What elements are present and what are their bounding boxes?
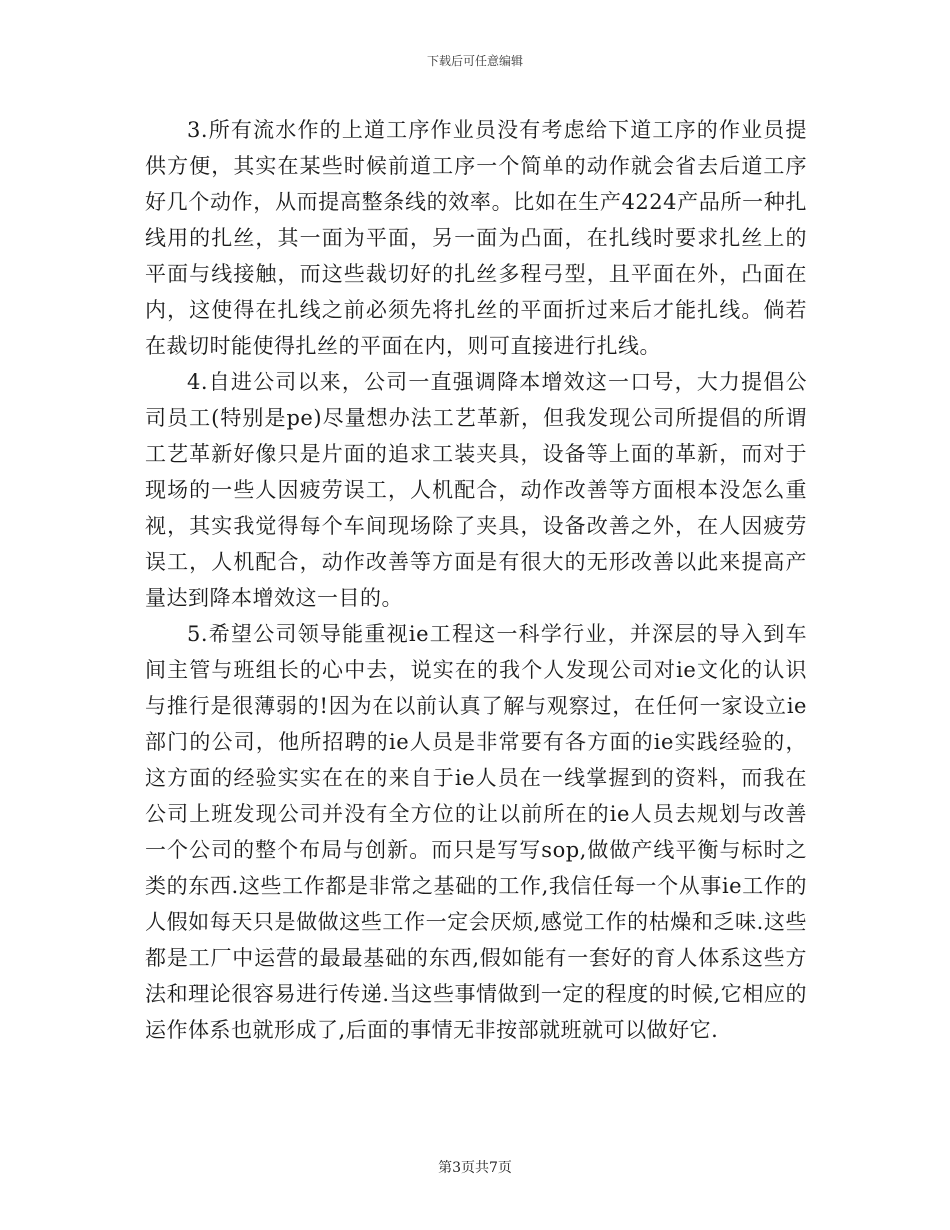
paragraph-4: 4.自进公司以来，公司一直强调降本增效这一口号，大力提倡公司员工(特别是pe)尽量想办法工艺革新，但我发现公司所提倡的所谓工艺革新好像只是片面的追求工装夹具，设备等上面的革新，而对于现场的一些人因疲劳误工，人机配合，动作改善等方面根本没怎么重视，其实我觉得每个车间现场除了夹具，设备改善之外，在人因疲劳误工，人机配合，动作改善等方面是有很大的无形改善以此来提高产量达到降本增效这一目的。	[145, 370, 807, 610]
page-header: 下载后可任意编辑	[426, 54, 523, 68]
document-body	[145, 112, 807, 1048]
page-number-footer: 第3页共7页	[438, 1160, 512, 1176]
paragraph-3: 3.所有流水作的上道工序作业员没有考虑给下道工序的作业员提供方便，其实在某些时候前道工序一个简单的动作就会省去后道工序好几个动作，从而提高整条线的效率。比如在生产4224产品所一种扎线用的扎丝，其一面为平面，另一面为凸面，在扎线时要求扎丝上的平面与线接触，而这些裁切好的扎丝多程弓型，且平面在外，凸面在内，这使得在扎线之前必须先将扎丝的平面折过来后才能扎线。倘若在裁切时能使得扎丝的平面在内，则可直接进行扎线。	[145, 118, 807, 358]
paragraph-5: 5.希望公司领导能重视ie工程这一科学行业，并深层的导入到车间主管与班组长的心中去，说实在的我个人发现公司对ie文化的认识与推行是很薄弱的!因为在以前认真了解与观察过，在任何一家设立ie部门的公司，他所招聘的ie人员是非常要有各方面的ie实践经验的，这方面的经验实实在在的来自于ie人员在一线掌握到的资料，而我在公司上班发现公司并没有全方位的让以前所在的ie人员去规划与改善一个公司的整个布局与创新。而只是写写sop,做做产线平衡与标时之类的东西.这些工作都是非常之基础的工作,我信任每一个从事ie工作的人假如每天只是做做这些工作一定会厌烦,感觉工作的枯燥和乏味.这些都是工厂中运营的最最基础的东西,假如能有一套好的育人体系这些方法和理论很容易进行传递.当这些事情做到一定的程度的时候,它相应的运作体系也就形成了,后面的事情无非按部就班就可以做好它.	[145, 622, 807, 1042]
